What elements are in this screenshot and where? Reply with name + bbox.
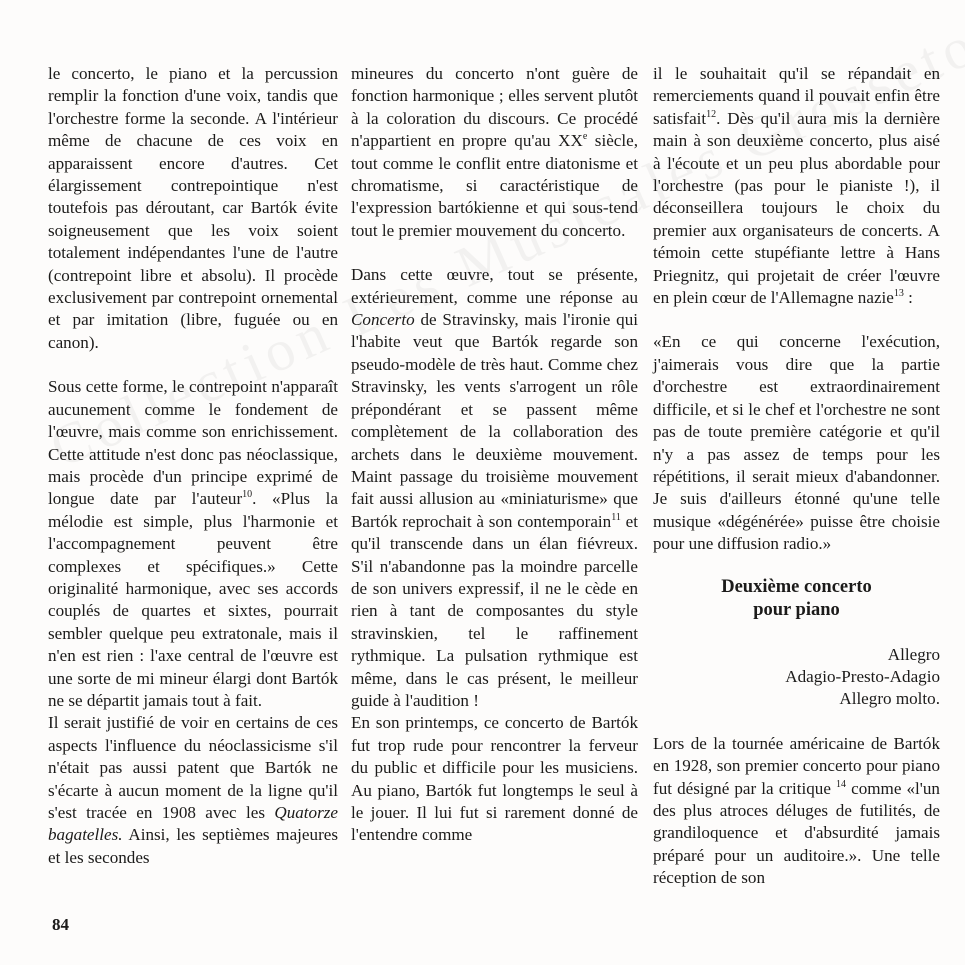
- footnote-ref: 11: [611, 511, 621, 523]
- quote-paragraph: «En ce qui concerne l'exécution, j'aimerais vous dire que la partie d'orchestre est extraordinairement difficile, et si le chef et l'orchestre ne sont pas de toute première catégorie et qu'il n'y a pas assez de temps pour les répétitions, il serait mieux d'abandonner. Je suis d'ailleurs étonné qu'une telle musique «dégénérée» puisse être choisie pour une diffusion radio.»: [653, 332, 940, 554]
- work-title: Quatorze bagatelles.: [48, 803, 338, 845]
- superscript: e: [582, 131, 588, 143]
- work-title: Concerto: [351, 310, 415, 330]
- tempo-marking: Allegro: [887, 644, 940, 664]
- paragraph: il le souhaitait qu'il se répandait en remerciements quand il pouvait enfin être satisfait$^{12}$. Dès qu'il aura mis la dernière main à son deuxième concerto, plus aisé à l'écoute et un peu plus abordable pour l'orchestre (pas pour le pianiste !), il déconseillera toujours le choix du premier aux organisateurs de concerts. A témoin cette stupéfiante lettre à Hans Priegnitz, qui projetait de créer l'œuvre en plein cœur de l'Allemagne nazie$^{13}$ :: [653, 64, 940, 308]
- paragraph: le concerto, le piano et la percussion remplir la fonction d'une voix, tandis que l'orchestre forme la seconde. A l'intérieur même de chacune de ces voix en apparaissent encore d'autres. Cet élargissement contrepointique n'est toutefois pas déroutant, car Bartók évite soigneusement que les voix soient totalement indépendantes l'une de l'autre (contrepoint libre et absolu). Il procède exclusivement par contrepoint ornemental et par imitation (libre, fuguée ou en canon).: [48, 64, 338, 352]
- footnote-ref: 10: [242, 489, 253, 501]
- paragraph: Sous cette forme, le contrepoint n'apparaît aucunement comme le fondement de l'œuvre, mais comme son enrichissement. Cette attitude n'est donc pas néoclassique, mais procède d'un principe exprimé de longue date par l'auteur$^{10}$. «Plus la mélodie est simple, plus l'harmonie et l'accompagnement peuvent être complexes et spécifiques.» Cette originalité harmonique, avec ses accords couplés de quartes et sixtes, pourrait sembler quelque peu extratonale, mais il n'en est rien : l'axe central de l'œuvre est une sorte de mi mineur élargi dont Bartók ne se départit jamais tout à fait.: [48, 377, 338, 710]
- tempo-marking: Adagio-Presto-Adagio: [785, 666, 940, 686]
- paragraph: Dans cette œuvre, tout se présente, extérieurement, comme une réponse au Concerto de Stravinsky, mais l'ironie qui l'habite veut que Bartók regarde son pseudo-modèle de très haut. Comme chez Stravinsky, les vents s'arrogent un rôle prépondérant et se passent même complètement de la collaboration des archets dans le deuxième mouvement. Maint passage du troisième mouvement fait aussi allusion au «miniaturisme» que Bartók reprochait à son contemporain$^{11}$ et qu'il transcende dans un élan fiévreux. S'il n'abandonne pas la moindre parcelle de son univers expressif, il ne le cède en rien à tant de composantes du style stravinskien, tel le raffinement rythmique. La pulsation rythmique est même, dans le cas présent, le meilleur guide à l'audition !: [351, 265, 638, 710]
- paragraph: Lors de la tournée américaine de Bartók en 1928, son premier concerto pour piano fut désigné par la critique $^{14}$ comme «l'un des plus atroces déluges de futilités, de grandiloquence et d'absurdité jamais préparé pour un auditoire.». Une telle réception de son: [653, 733, 940, 888]
- text-column-1: [48, 63, 338, 869]
- tempo-marking: Allegro molto.: [839, 689, 940, 709]
- page-number: 84: [52, 915, 69, 934]
- paragraph: mineures du concerto n'ont guère de fonction harmonique ; elles servent plutôt à la coloration du discours. Ce procédé n'appartient en propre qu'au XXe siècle, tout comme le conflit entre diatonisme et chromatisme, si caractéristique de l'expression bartókienne et qui sous-tend tout le premier mouvement du concerto.: [351, 64, 638, 240]
- footnote-ref: 13: [893, 288, 904, 300]
- text-column-3: [653, 63, 940, 890]
- footnote-ref: 14: [836, 778, 847, 790]
- text-column-2: [351, 63, 638, 847]
- paragraph: En son printemps, ce concerto de Bartók fut trop rude pour rencontrer la ferveur du public et difficile pour les musiciens. Au piano, Bartók fut longtemps le seul à le jouer. Il lui fut si rarement donné de l'entendre comme: [351, 713, 638, 845]
- paragraph: Il serait justifié de voir en certains de ces aspects l'influence du néoclassicisme s'il n'était pas aussi patent que Bartók ne s'écarte à aucun moment de la ligne qu'il s'est tracée en 1908 avec les Quatorze bagatelles. Ainsi, les septièmes majeures et les secondes: [48, 713, 338, 867]
- section-title: Deuxième concerto pour piano: [721, 576, 872, 620]
- footnote-ref: 12: [706, 108, 717, 120]
